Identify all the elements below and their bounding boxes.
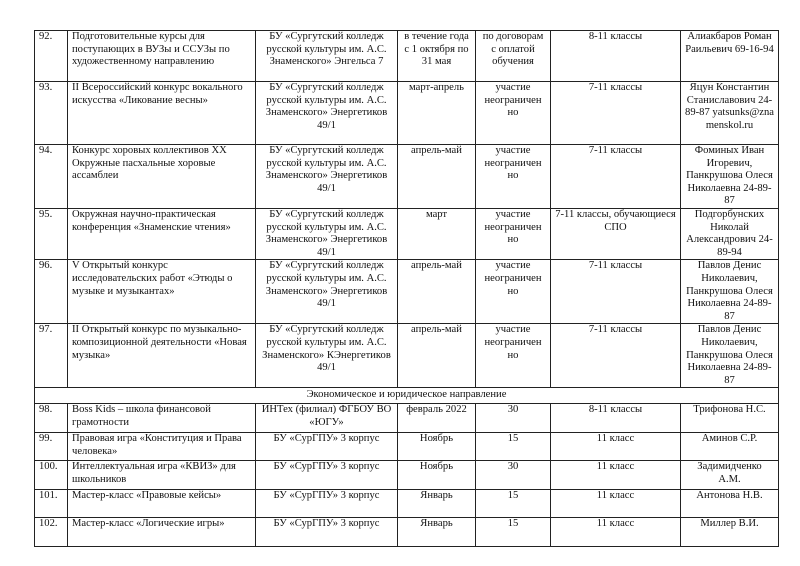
event-audience: 8-11 классы — [551, 31, 681, 82]
event-audience: 7-11 классы — [551, 82, 681, 145]
table-row — [35, 404, 779, 433]
event-name: V Открытый конкурс исследовательских работ «Этюды о музыке и музыкантах» — [68, 260, 256, 324]
table-row — [35, 145, 779, 209]
table-row — [35, 324, 779, 388]
event-audience: 11 класс — [551, 518, 681, 547]
event-dates: Январь — [398, 518, 476, 547]
event-name: Boss Kids – школа финансовой грамотности — [68, 404, 256, 433]
event-dates: апрель-май — [398, 145, 476, 209]
event-participants: 30 — [476, 461, 551, 490]
event-dates: март — [398, 208, 476, 259]
row-number: 94. — [35, 145, 68, 209]
event-name: Правовая игра «Конституция и Права человека» — [68, 433, 256, 461]
table-row — [35, 82, 779, 145]
event-name: Конкурс хоровых коллективов XX Окружные пасхальные хоровые ассамблеи — [68, 145, 256, 209]
event-dates: в течение года с 1 октября по 31 мая — [398, 31, 476, 82]
event-contact: Миллер В.И. — [681, 518, 779, 547]
event-participants: по договорам с оплатой обучения — [476, 31, 551, 82]
event-participants: участие неограничен но — [476, 82, 551, 145]
event-dates: февраль 2022 — [398, 404, 476, 433]
event-venue: БУ «Сургутский колледж русской культуры им. А.С. Знаменского» КЭнергетиков 49/1 — [256, 324, 398, 388]
event-name: II Всероссийский конкурс вокального искусства «Ликование весны» — [68, 82, 256, 145]
event-dates: Январь — [398, 490, 476, 518]
event-contact: Трифонова Н.С. — [681, 404, 779, 433]
event-venue: БУ «СурГПУ» 3 корпус — [256, 461, 398, 490]
events-table — [34, 30, 779, 547]
event-venue: БУ «СурГПУ» 3 корпус — [256, 490, 398, 518]
event-participants: участие неограничен но — [476, 145, 551, 209]
row-number: 96. — [35, 260, 68, 324]
event-contact: Фоминых Иван Игоревич, Панкрушова Олеся Николаевна 24-89-87 — [681, 145, 779, 209]
row-number: 100. — [35, 461, 68, 490]
row-number: 101. — [35, 490, 68, 518]
event-participants: участие неограничен но — [476, 324, 551, 388]
table-row — [35, 461, 779, 490]
event-venue: БУ «СурГПУ» 3 корпус — [256, 433, 398, 461]
event-venue: ИНТех (филиал) ФГБОУ ВО «ЮГУ» — [256, 404, 398, 433]
event-venue: БУ «Сургутский колледж русской культуры им. А.С. Знаменского» Энергетиков 49/1 — [256, 145, 398, 209]
table-row — [35, 490, 779, 518]
table-row — [35, 518, 779, 547]
event-venue: БУ «Сургутский колледж русской культуры им. А.С. Знаменского» Энгельса 7 — [256, 31, 398, 82]
event-audience: 8-11 классы — [551, 404, 681, 433]
event-contact: Яцун Константин Станиславович 24-89-87 yatsunks@znamenskol.ru — [681, 82, 779, 145]
event-participants: 30 — [476, 404, 551, 433]
event-audience: 7-11 классы — [551, 145, 681, 209]
section-title: Экономическое и юридическое направление — [35, 388, 779, 404]
event-contact: Антонова Н.В. — [681, 490, 779, 518]
event-contact: Павлов Денис Николаевич, Панкрушова Олеся Николаевна 24-89-87 — [681, 324, 779, 388]
event-audience: 7-11 классы, обучающиеся СПО — [551, 208, 681, 259]
event-dates: март-апрель — [398, 82, 476, 145]
event-contact: Аминов С.Р. — [681, 433, 779, 461]
row-number: 97. — [35, 324, 68, 388]
table-row — [35, 208, 779, 259]
event-contact: Задимидченко А.М. — [681, 461, 779, 490]
table-row — [35, 433, 779, 461]
event-participants: 15 — [476, 518, 551, 547]
event-name: II Открытый конкурс по музыкально-композиционной деятельности «Новая музыка» — [68, 324, 256, 388]
event-venue: БУ «Сургутский колледж русской культуры им. А.С. Знаменского» Энергетиков 49/1 — [256, 208, 398, 259]
row-number: 99. — [35, 433, 68, 461]
event-contact: Подгорбунских Николай Александрович 24-89-94 — [681, 208, 779, 259]
event-participants: участие неограничен но — [476, 208, 551, 259]
event-audience: 11 класс — [551, 433, 681, 461]
event-name: Подготовительные курсы для поступающих в ВУЗы и ССУЗы по художественному направлению — [68, 31, 256, 82]
event-audience: 11 класс — [551, 461, 681, 490]
event-dates: Ноябрь — [398, 433, 476, 461]
event-name: Интеллектуальная игра «КВИЗ» для школьников — [68, 461, 256, 490]
event-venue: БУ «СурГПУ» 3 корпус — [256, 518, 398, 547]
row-number: 102. — [35, 518, 68, 547]
event-contact: Алиакбаров Роман Раильевич 69-16-94 — [681, 31, 779, 82]
event-name: Мастер-класс «Правовые кейсы» — [68, 490, 256, 518]
event-participants: 15 — [476, 433, 551, 461]
row-number: 92. — [35, 31, 68, 82]
row-number: 93. — [35, 82, 68, 145]
event-audience: 11 класс — [551, 490, 681, 518]
event-name: Мастер-класс «Логические игры» — [68, 518, 256, 547]
event-audience: 7-11 классы — [551, 260, 681, 324]
row-number: 98. — [35, 404, 68, 433]
event-contact: Павлов Денис Николаевич, Панкрушова Олеся Николаевна 24-89-87 — [681, 260, 779, 324]
event-name: Окружная научно-практическая конференция «Знаменские чтения» — [68, 208, 256, 259]
event-dates: Ноябрь — [398, 461, 476, 490]
event-venue: БУ «Сургутский колледж русской культуры им. А.С. Знаменского» Энергетиков 49/1 — [256, 82, 398, 145]
section-header-row — [35, 388, 779, 404]
event-venue: БУ «Сургутский колледж русской культуры им. А.С. Знаменского» Энергетиков 49/1 — [256, 260, 398, 324]
event-dates: апрель-май — [398, 324, 476, 388]
event-dates: апрель-май — [398, 260, 476, 324]
event-participants: 15 — [476, 490, 551, 518]
row-number: 95. — [35, 208, 68, 259]
event-audience: 7-11 классы — [551, 324, 681, 388]
table-row — [35, 31, 779, 82]
table-row — [35, 260, 779, 324]
event-participants: участие неограничен но — [476, 260, 551, 324]
